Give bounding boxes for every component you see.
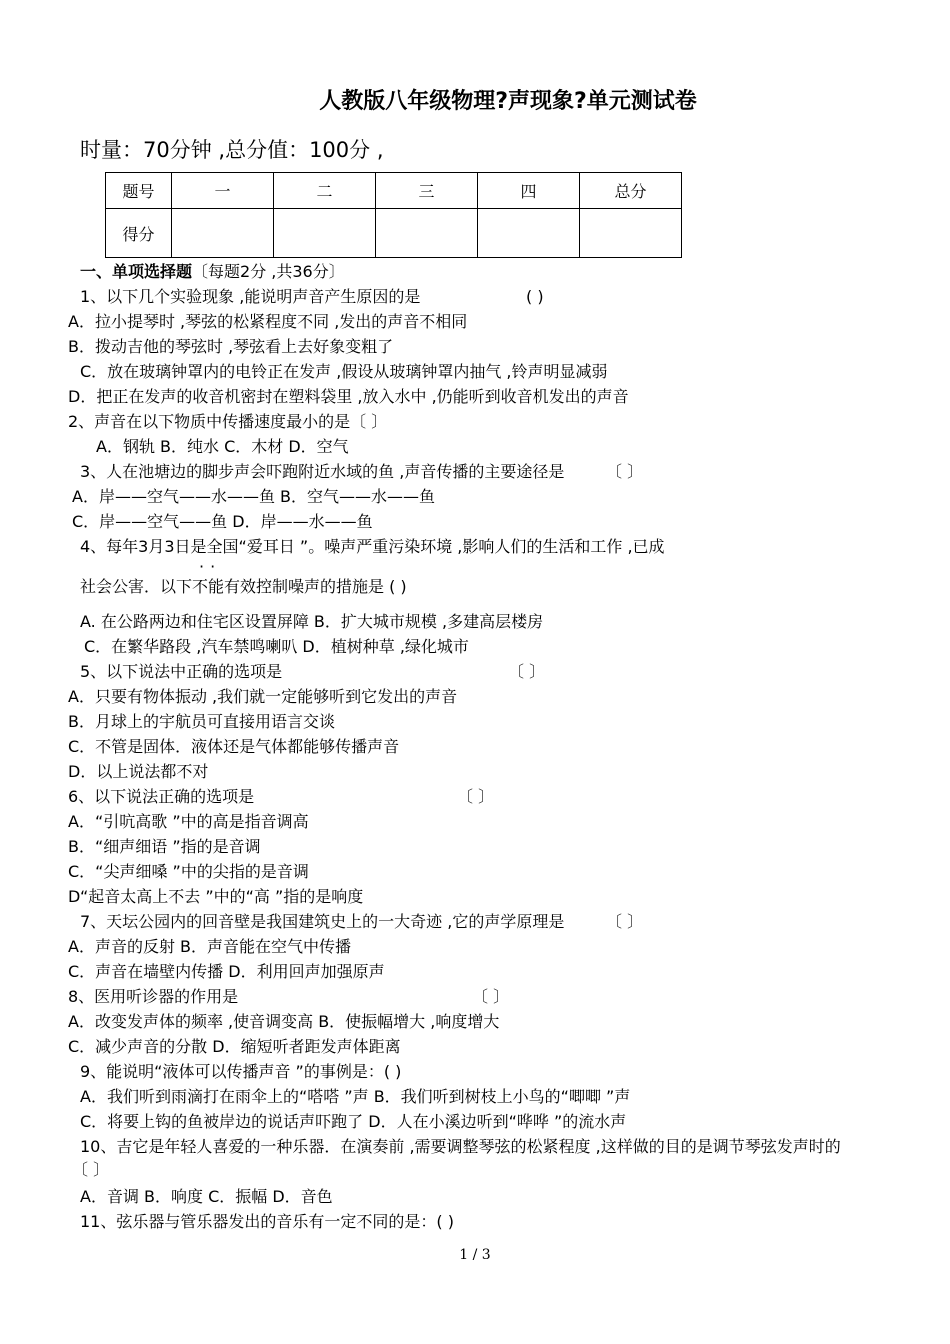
page-title: 人教版八年级物理?声现象?单元测试卷 xyxy=(319,89,697,114)
question-line: C．声音在墙壁内传播 D．利用回声加强原声 xyxy=(68,962,385,981)
question-line: D“起音太高上不去 ”中的“高 ”指的是响度 xyxy=(68,887,364,906)
question-line: 〔 〕 xyxy=(472,987,510,1006)
score-table-header-row xyxy=(106,173,682,209)
question-line: C．放在玻璃钟罩内的电铃正在发声 ,假设从玻璃钟罩内抽气 ,铃声明显减弱 xyxy=(80,362,608,381)
section-note: 〔每题2分 ,共36分〕 xyxy=(192,262,345,281)
score-table-header-cell: 二 xyxy=(274,173,376,209)
score-cell xyxy=(376,209,478,258)
score-table-score-row xyxy=(106,209,682,258)
section-heading xyxy=(80,261,345,283)
question-line: 1、以下几个实验现象 ,能说明声音产生原因的是 xyxy=(80,287,421,306)
score-table-header-cell: 题号 xyxy=(106,173,172,209)
question-line: 〔 〕 xyxy=(606,462,644,481)
question-line: C．“尖声细嗓 ”中的尖指的是音调 xyxy=(68,862,309,881)
score-cell xyxy=(172,209,274,258)
question-line: B．拨动吉他的琴弦时 ,琴弦看上去好象变粗了 xyxy=(68,337,394,356)
question-line: C．在繁华路段 ,汽车禁鸣喇叭 D．植树种草 ,绿化城市 xyxy=(84,637,469,656)
question-line: A．声音的反射 B．声音能在空气中传播 xyxy=(68,937,352,956)
question-line: 10、吉它是年轻人喜爱的一种乐器．在演奏前 ,需要调整琴弦的松紧程度 ,这样做的目的是调节琴弦发声时的 xyxy=(80,1137,841,1156)
question-line: 5、以下说法中正确的选项是 xyxy=(80,662,283,681)
question-line: 7、天坛公园内的回音壁是我国建筑史上的一大奇迹 ,它的声学原理是 xyxy=(80,912,565,931)
question-line: A．音调 B．响度 C．振幅 D．音色 xyxy=(80,1187,333,1206)
question-line: B．“细声细语 ”指的是音调 xyxy=(68,837,261,856)
question-line: C．岸——空气——鱼 D．岸——水——鱼 xyxy=(72,512,373,531)
score-cell xyxy=(274,209,376,258)
question-line: 9、能说明“液体可以传播声音 ”的事例是：( ) xyxy=(80,1062,402,1081)
question-line: A．我们听到雨滴打在雨伞上的“嗒嗒 ”声 B．我们听到树枝上小鸟的“唧唧 ”声 xyxy=(80,1087,631,1106)
question-line: A．拉小提琴时 ,琴弦的松紧程度不同 ,发出的声音不相同 xyxy=(68,312,468,331)
question-line: 〔 〕 xyxy=(606,912,644,931)
question-line: 11、弦乐器与管乐器发出的音乐有一定不同的是：( ) xyxy=(80,1212,454,1231)
question-line: 〔 〕 xyxy=(72,1160,110,1179)
question-line: C．不管是固体．液体还是气体都能够传播声音 xyxy=(68,737,400,756)
score-table-header-cell: 一 xyxy=(172,173,274,209)
score-table-row-label: 得分 xyxy=(106,209,172,258)
question-line: C．减少声音的分散 D．缩短听者距发声体距离 xyxy=(68,1037,401,1056)
question-line: B．月球上的宇航员可直接用语言交谈 xyxy=(68,712,335,731)
question-line: 3、人在池塘边的脚步声会吓跑附近水域的鱼 ,声音传播的主要途径是 xyxy=(80,462,565,481)
question-line: 〔 〕 xyxy=(457,787,495,806)
question-line: A．改变发声体的频率 ,使音调变高 B．使振幅增大 ,响度增大 xyxy=(68,1012,500,1031)
score-cell xyxy=(478,209,580,258)
question-line: A．岸——空气——水——鱼 B．空气——水——鱼 xyxy=(72,487,436,506)
question-line: 2、声音在以下物质中传播速度最小的是〔 〕 xyxy=(68,412,388,431)
question-line: A．“引吭高歌 ”中的高是指音调高 xyxy=(68,812,309,831)
question-line: D．把正在发声的收音机密封在塑料袋里 ,放入水中 ,仍能听到收音机发出的声音 xyxy=(68,387,629,406)
question-line: C．将要上钩的鱼被岸边的说话声吓跑了 D．人在小溪边听到“哗哗 ”的流水声 xyxy=(80,1112,627,1131)
question-line: D．以上说法都不对 xyxy=(68,762,209,781)
score-table-header-cell: 总分 xyxy=(580,173,682,209)
emphasis-dots: ·· xyxy=(199,557,222,576)
question-line: ( ) xyxy=(526,287,544,306)
page-number: 1 / 3 xyxy=(459,1247,491,1263)
question-line: 6、以下说法正确的选项是 xyxy=(68,787,255,806)
question-line: 4、每年3月3日是全国“爱耳日 ”。噪声严重污染环境 ,影响人们的生活和工作 ,已成 xyxy=(80,537,665,556)
question-line: 〔 〕 xyxy=(508,662,546,681)
exam-info: 时量：70分钟 ,总分值：100分 , xyxy=(80,138,384,162)
score-table-header-cell: 三 xyxy=(376,173,478,209)
question-line: A．钢轨 B．纯水 C．木材 D．空气 xyxy=(96,437,349,456)
question-line: A. 在公路两边和住宅区设置屏障 B．扩大城市规模 ,多建高层楼房 xyxy=(80,612,544,631)
question-line: 社会公害．以下不能有效控制噪声的措施是 ( ) xyxy=(80,577,407,596)
question-line: 8、医用听诊器的作用是 xyxy=(68,987,239,1006)
score-cell xyxy=(580,209,682,258)
question-line: A．只要有物体振动 ,我们就一定能够听到它发出的声音 xyxy=(68,687,458,706)
score-table-header-cell: 四 xyxy=(478,173,580,209)
section-title: 一、单项选择题 xyxy=(80,262,193,281)
score-table xyxy=(105,172,682,258)
